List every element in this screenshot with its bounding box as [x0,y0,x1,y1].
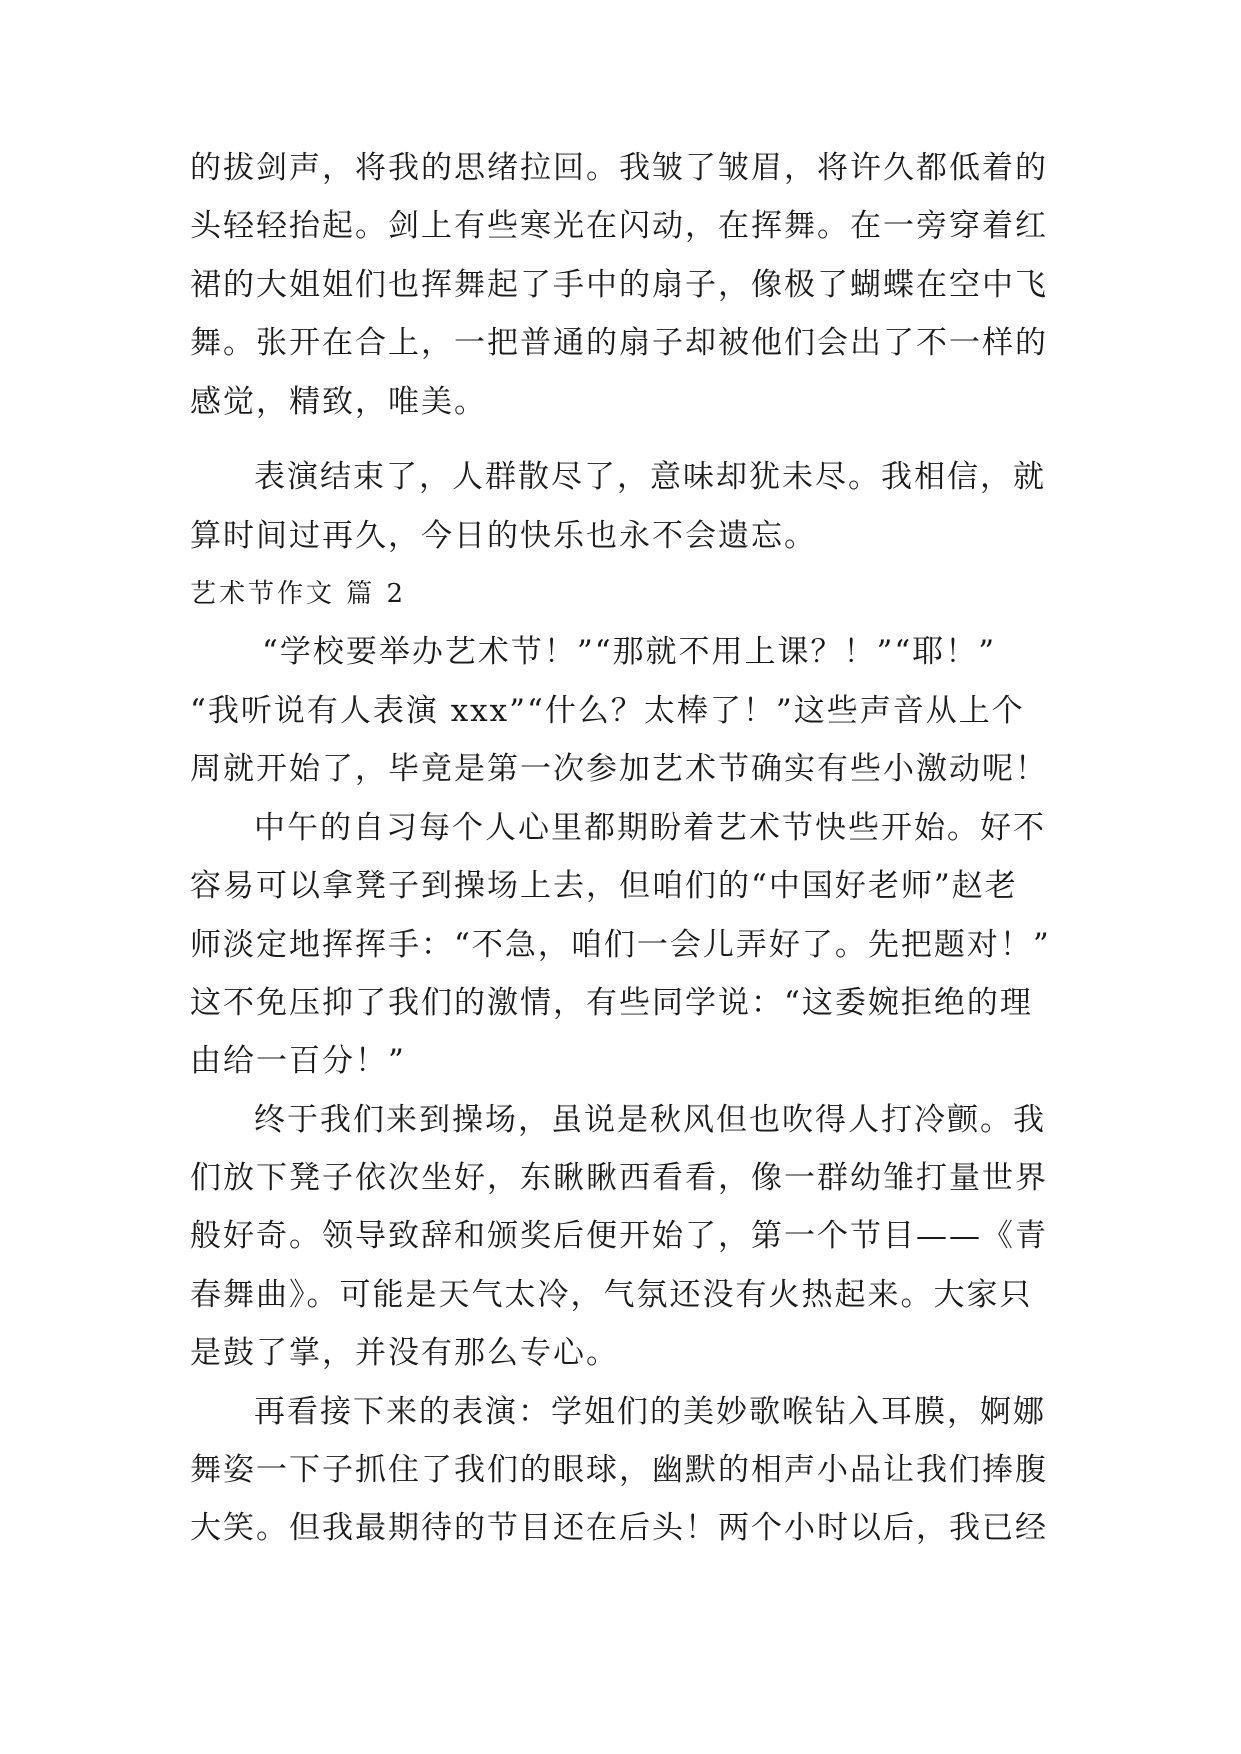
text-line: 周就开始了，毕竟是第一次参加艺术节确实有些小激动呢！ [190,751,1048,787]
text-line: 是鼓了掌，并没有那么专心。 [190,1335,619,1371]
text-line: 大笑。但我最期待的节目还在后头！两个小时以后，我已经 [190,1510,1048,1546]
text-line: 容易可以拿凳子到操场上去，但咱们的“中国好老师”赵老 [190,868,1018,904]
text-line: 由给一百分！” [190,1043,406,1079]
paragraph-start: 中午的自习每个人心里都期盼着艺术节快些开始。好不 [254,810,1046,846]
paragraph-start: 再看接下来的表演：学姐们的美妙歌喉钻入耳膜，婀娜 [254,1394,1046,1430]
paragraph-start: 终于我们来到操场，虽说是秋风但也吹得人打冷颤。我 [254,1102,1046,1138]
paragraph-start: 表演结束了，人群散尽了，意味却犹未尽。我相信，就 [254,459,1046,495]
text-line: 头轻轻抬起。剑上有些寒光在闪动，在挥舞。在一旁穿着红 [190,208,1048,244]
text-line: 春舞曲》。可能是天气太冷，气氛还没有火热起来。大家只 [190,1277,1033,1313]
text-line: 的拔剑声，将我的思绪拉回。我皱了皱眉，将许久都低着的 [190,150,1048,186]
text-line: 感觉，精致，唯美。 [190,384,487,420]
text-line: 这不免压抑了我们的激情，有些同学说：“这委婉拒绝的理 [190,985,1033,1021]
text-line: 裙的大姐姐们也挥舞起了手中的扇子，像极了蝴蝶在空中飞 [190,267,1048,303]
text-line: 般好奇。领导致辞和颁奖后便开始了，第一个节目——《青 [190,1218,1048,1254]
text-line: 舞姿一下子抓住了我们的眼球，幽默的相声小品让我们捧腹 [190,1452,1048,1488]
text-line: “我听说有人表演 xxx”“什么？太棒了！”这些声音从上个 [190,693,1025,729]
text-line: 舞。张开在合上，一把普通的扇子却被他们会出了不一样的 [190,325,1048,361]
text-line: 算时间过再久，今日的快乐也永不会遗忘。 [190,518,817,554]
text-line: 师淡定地挥挥手：“不急，咱们一会儿弄好了。先把题对！” [190,927,1051,963]
text-line: 们放下凳子依次坐好，东瞅瞅西看看，像一群幼雏打量世界 [190,1160,1048,1196]
section-heading: 艺术节作文 篇 2 [190,579,407,609]
paragraph-start: “学校要举办艺术节！”“那就不用上课？！”“耶！” [262,634,997,670]
